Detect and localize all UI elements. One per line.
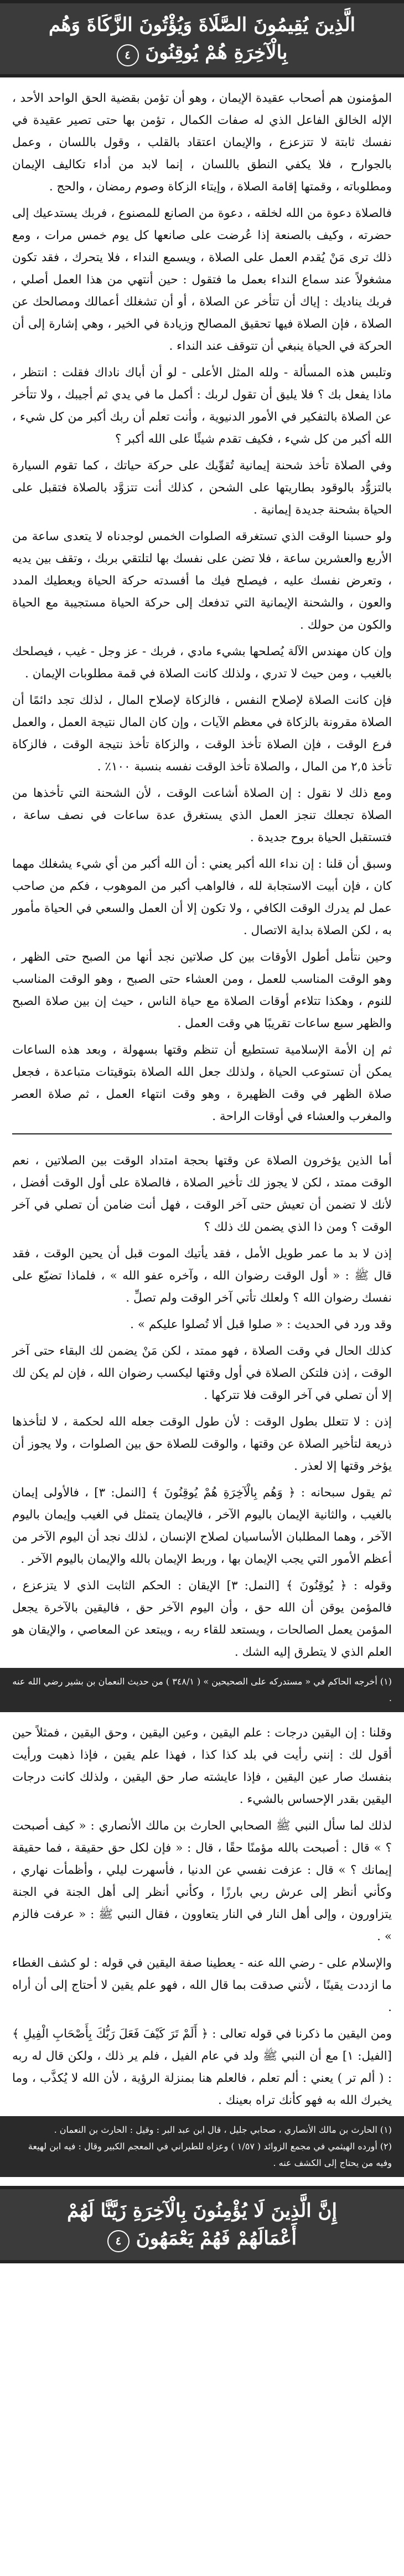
paragraph: وسبق أن قلنا : إن نداء الله أكبر يعني : أن الله أكبر من أي شيء يشغلك مهما كان ، فإن أبيت الاستجابة لله ، فالواهب أكبر من الموهوب ، فكم من صاحب عمل لم يدرك الوقت الكافي ، ولا تكون إلا أن العمل والسعي في الحياة مأمور به ، لكن الصلاة بداية الاتصال . <box>12 857 392 937</box>
footer-verse-banner <box>0 2186 404 2263</box>
paragraph: وقد ورد في الحديث : « صلوا قبل ألا تُصلوا عليكم » . <box>130 1318 392 1331</box>
header-verse-line-2-text: بِالْآخِرَةِ هُمْ يُوقِنُونَ <box>145 42 288 64</box>
paragraph: إذن لا بد ما عمر طويل الأمل ، فقد يأتيك الموت قبل أن يحين الوقت ، فقد قال ﷺ : « أول الوقت رضوان الله ، وآخره عفو الله » ، فلماذا تضيّع على نفسك رضوان الله ؟ ولعلك تأتي آخر الوقت ولم تصلِّ . <box>12 1247 392 1305</box>
paragraph: ومن اليقين ما ذكرنا في قوله تعالى : ﴿ أَلَمْ تَرَ كَيْفَ فَعَلَ رَبُّكَ بِأَصْحَابِ الْفِيلِ ﴾ [الفيل: ١] مع أن النبي ﷺ ولد في عام الفيل ، فلم ير ذلك ، ولكن قال له ربه : ( ألم تر ) يعني : ألم تعلم ، فالعلم هنا بمنزلة الرؤية ، لأن الله لا يُكذَّب ، وما يخبرك الله به فهو كأنك تراه بعينك . <box>12 2027 392 2107</box>
paragraph: ثم إن الأمة الإسلامية تستطيع أن تنظم وقتها بسهولة ، وبعد هذه الساعات يمكن أن تستوعب الحياة ، ولذلك جعل الله الصلاة بتوقيتات متباعدة ، فجعل صلاة الظهر في وقت الظهيرة ، وهو وقت انتهاء العمل ، ثم صلاة العصر والمغرب والعشاء في أوقات الراحة . <box>12 1043 392 1123</box>
footnote-line: (٢) أورده الهيثمي في مجمع الزوائد ( ١/٥٧ ) وعزاه للطبراني في المعجم الكبير وقال : فيه ابن لهيعة وفيه من يحتاج إلى الكشف عنه . <box>28 2141 392 2168</box>
paragraph: وحين نتأمل أطول الأوقات بين كل صلاتين نجد أنها من الصبح حتى الظهر ، وهو الوقت المناسب للعمل ، ومن العشاء حتى الصبح ، وهو الوقت المناسب للنوم ، وهكذا تتلاءم أوقات الصلاة مع حياة الناس ، حيث إن بين صلاة الصبح والظهر سبع ساعات تقريبًا هي وقت العمل . <box>12 950 392 1030</box>
header-ayah-number-badge: ٤ <box>117 44 139 66</box>
section-1 <box>12 77 392 1128</box>
paragraph: فإن كانت الصلاة لإصلاح النفس ، فالزكاة لإصلاح المال ، لذلك تجد دائمًا أن الصلاة مقرونة بالزكاة في معظم الآيات ، وإن كان المال نتيجة العمل ، والعمل فرع الوقت ، فإن الصلاة تأخذ الوقت ، والزكاة تأخذ نتيجة الوقت ، فالزكاة تأخذ ٢,٥ من المال ، والصلاة تأخذ الوقت نفسه بنسبة ١٠٠٪ . <box>12 693 392 774</box>
footnote-bar-2 <box>0 2116 404 2177</box>
page-divider <box>12 1133 392 1134</box>
paragraph: وإن كان مهندس الآلة يُصلحها بشيء مادي ، فربك - عز وجل - غيب ، فيصلحك بالغيب ، ومن حيث لا تدري ، ولذلك كانت الصلاة في قمة مطلوبات الإيمان . <box>12 645 392 681</box>
paragraph: فالصلاة دعوة من الله لخلقه ، دعوة من الصانع للمصنوع ، فربك يستدعيك إلى حضرته ، وكيف بالصنعة إذا عُرضت على صانعها كل يوم خمس مرات ، ومع ذلك ترى مَنْ يُقدم العمل على الصلاة ، ويسمع النداء ، فلا يتحرك ، فقد تكون مشغولاً عند سماع النداء بعمل ما فتقول : حين أنتهي من هذا العمل أصلي ، فربك يناديك : إياك أن تتأخر عن الصلاة ، أو أن تشغلك أعمالك ومصالحك عن الصلاة ، فإن الصلاة فيها تحقيق المصالح وزيادة في الخير ، وهي إشارة إلى أن الحركة في الحياة ينبغي أن تتوقف عند النداء . <box>12 206 392 353</box>
paragraph: كذلك الحال في وقت الصلاة ، فهو ممتد ، لكن مَنْ يضمن لك البقاء حتى آخر الوقت ، إذن فلتكن الصلاة في أول وقتها ليكسب رضوان الله ، فإن لم يكن لك إلا أن تصلي في آخر الوقت فلا تتركها . <box>12 1344 392 1402</box>
paragraph: وتلبس هذه المسألة - ولله المثل الأعلى - لو أن أباك ناداك فقلت : انتظر ، ماذا يفعل بك ؟ فلا يليق أن تقول لربك : أكمل ما في يدي ثم أجيبك ، ولا تتأخر عن الصلاة بالتفكير في الأمور الدنيوية ، وأنت تعلم أن ربك أكبر من كل شيء ، الله أكبر من كل شيء ، فكيف تقدم شيئًا على الله أكبر ؟ <box>12 366 392 446</box>
paragraph: ومع ذلك لا نقول : إن الصلاة أشاعت الوقت ، لأن الشحنة التي تأخذها من الصلاة تجعلك تنجز العمل الذي يستغرق عدة ساعات في نصف ساعة ، فتستقبل الحياة بروح جديدة . <box>12 786 392 844</box>
footer-verse-line-2-text: أَعْمَالَهُمْ فَهُمْ يَعْمَهُونَ <box>136 2227 297 2250</box>
section-3 <box>12 1712 392 2112</box>
paragraph: المؤمنون هم أصحاب عقيدة الإيمان ، وهو أن تؤمن بقضية الحق الواحد الأحد ، الإله الخالق الفاعل الذي له صفات الكمال ، تؤمن بها حتى تصير عقيدة في نفسك ثابتة لا تتزعزع ، والإيمان اعتقاد بالقلب ، وقول باللسان ، وعمل بالجوارح ، فلا يكفي النطق باللسان ، إنما لابد من أداء تكاليف الإيمان ومطلوباته ، وقمتها إقامة الصلاة ، وإيتاء الزكاة وصوم رمضان ، والحج . <box>12 91 392 194</box>
paragraph: أما الذين يؤخرون الصلاة عن وقتها بحجة امتداد الوقت بين الصلاتين ، نعم الوقت ممتد ، لكن لا يجوز لك تأخير الصلاة ، فالصلاة على أول الوقت أفضل ، لأنك لا تضمن أن تعيش حتى آخر الوقت ، فهل أنت ضامن أن تصلي في آخر الوقت ؟ ومن ذا الذي يضمن لك ذلك ؟ <box>12 1154 392 1234</box>
spacer <box>12 2177 392 2186</box>
paragraph: ولو حسبنا الوقت الذي تستغرقه الصلوات الخمس لوجدناه لا يتعدى ساعة من الأربع والعشرين ساعة ، فلا تضن على نفسك بها لتلتقي بربك ، وتقف بين يديه ، وتعرض نفسك عليه ، فيصلح فيك ما أفسدته حركة الحياة ويعطيك المدد والعون ، والشحنة الإيمانية التي تدفعك إلى حركة الحياة مستجيبة مع الحياة والكون من حولك . <box>12 530 392 632</box>
header-verse-line-2 <box>11 39 393 66</box>
footnote-bar-1 <box>0 1668 404 1712</box>
paragraph: إذن : لا تتعلل بطول الوقت : لأن طول الوقت جعله الله لحكمة ، لا لتأخذها ذريعة لتأخير الصلاة عن وقتها ، والوقت للصلاة حق بين الصلوات ، ولا يجوز أن يؤخر وقتها إلا لعذر . <box>12 1415 392 1473</box>
footnote-line: (١) أخرجه الحاكم في « مستدركه على الصحيحين » ( ٣٤٨/١ ) من حديث النعمان بن بشير رضي الله عنه . <box>12 1676 392 1703</box>
footnote-line: (١) الحارث بن مالك الأنصاري ، صحابي جليل ، قال ابن عبد البر : وقيل : الحارث بن النعمان . <box>54 2124 392 2135</box>
paragraph: وقلنا : إن اليقين درجات : علم اليقين ، وعين اليقين ، وحق اليقين ، فمثلاً حين أقول لك : إنني رأيت في بلد كذا كذا ، فهذا علم يقين ، فإذا ذهبت ورأيت بنفسك صار عين اليقين ، فإذا عايشته صار حق اليقين ، ولذلك كانت درجات اليقين بقدر الإحساس بالشيء . <box>12 1726 392 1806</box>
footer-verse-line-2 <box>11 2225 393 2252</box>
paragraph: وقوله : ﴿ يُوقِنُونَ ﴾ [النمل: ٣] الإيقان : الحكم الثابت الذي لا يتزعزع ، فالمؤمن يوقن أن الله حق ، وأن اليوم الآخر حق ، فاليقين بالآخرة يجعل المؤمن يعمل الصالحات ، ويستعد للقاء ربه ، ويبتعد عن المعاصي ، والإيقان هو العلم الذي لا يتطرق إليه الشك . <box>12 1579 392 1659</box>
header-verse-line-1: الَّذِينَ يُقِيمُونَ الصَّلَاةَ وَيُؤْتُونَ الزَّكَاةَ وَهُم <box>48 14 356 36</box>
footer-verse-line-1: إِنَّ الَّذِينَ لَا يُؤْمِنُونَ بِالْآخِرَةِ زَيَّنَّا لَهُمْ <box>67 2200 337 2222</box>
paragraph: وفي الصلاة تأخذ شحنة إيمانية تُقوِّيك على حركة حياتك ، كما تقوم السيارة بالتزوُّد بالوقود بطاريتها على الشحن ، كذلك أنت تتزوَّد بالصلاة فتقبل على الحياة بشحنة جديدة إيمانية . <box>12 459 392 517</box>
paragraph: والإسلام على - رضي الله عنه - يعطينا صفة اليقين في قوله : لو كشف الغطاء ما ازددت يقينًا ، لأنني صدقت بما قال الله ، فهو علم يقين لا أحتاج إلى أن أراه . <box>12 1956 392 2014</box>
header-verse-banner <box>0 0 404 77</box>
paragraph: ثم يقول سبحانه : ﴿ وَهُم بِالْآخِرَةِ هُمْ يُوقِنُونَ ﴾ [النمل: ٣] ، فالأولى إيمان بالغيب ، والثانية الإيمان باليوم الآخر ، فالإيمان يتمثل في الغيب وإيمان باليوم الآخر ، وهما المطلبان الأساسيان لصلاح الإنسان ، لذلك نجد أن اليوم الآخر من أعظم الأمور التي يجب الإيمان بها ، وربط الإيمان بالله والإيمان باليوم الآخر . <box>12 1486 392 1566</box>
paragraph: لذلك لما سأل النبي ﷺ الصحابي الحارث بن مالك الأنصاري : « كيف أصبحت ؟ » قال : أصبحت بالله مؤمنًا حقًا ، قال : « فإن لكل حق حقيقة ، فما حقيقة إيمانك ؟ » قال : عزفت نفسي عن الدنيا ، فأسهرت ليلي ، وأظمأت نهاري ، وكأني أنظر إلى عرش ربي بارزًا ، وكأني أنظر إلى أهل الجنة في الجنة يتزاورون ، وإلى أهل النار في النار يتعاوون ، فقال النبي ﷺ : « عرفت فالزم » . <box>12 1819 392 1943</box>
footer-ayah-number-badge: ٤ <box>107 2230 130 2252</box>
section-2 <box>12 1140 392 1663</box>
